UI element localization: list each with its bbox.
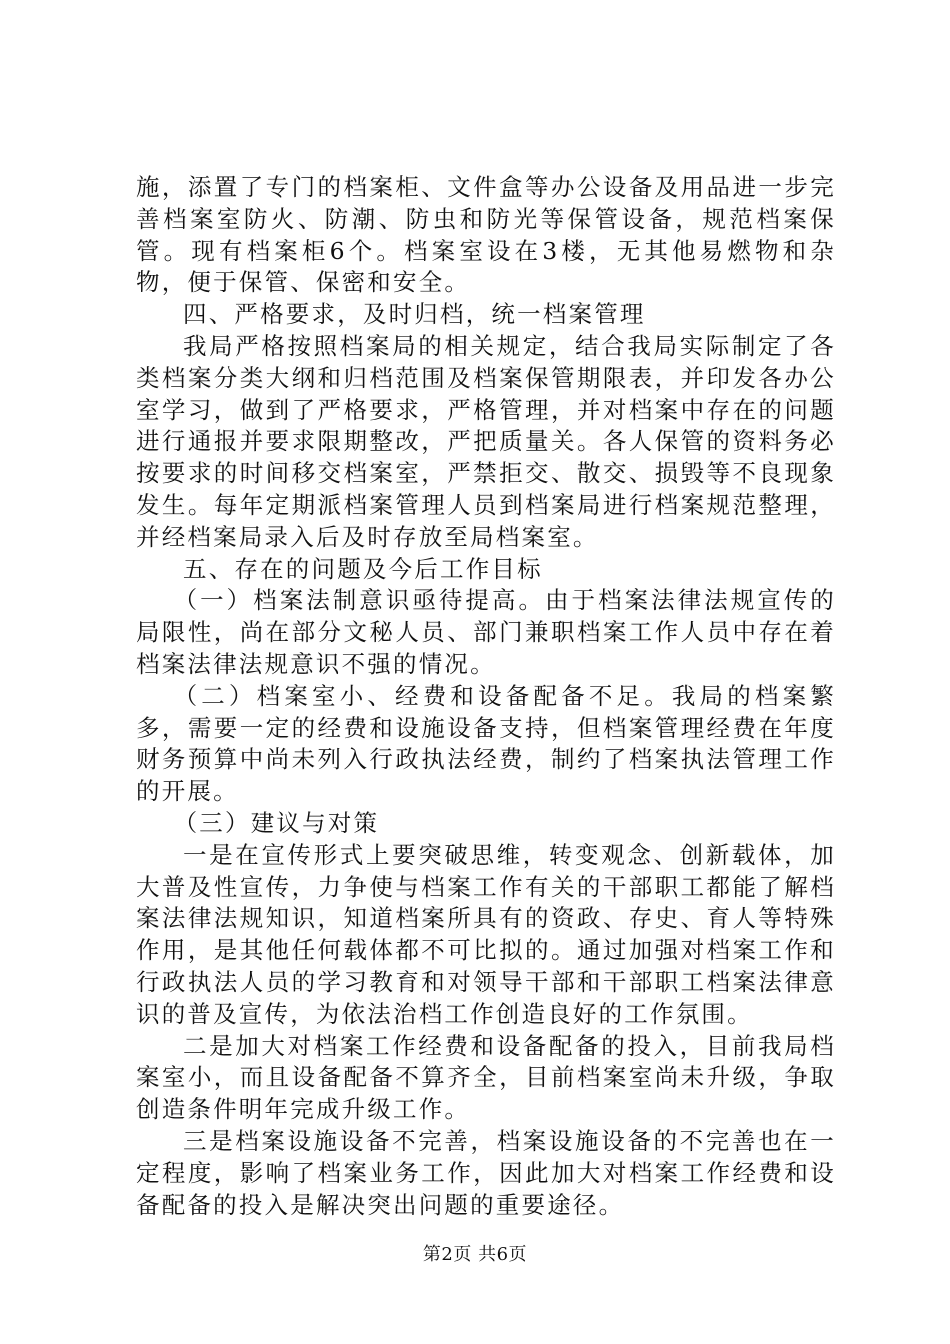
paragraph-archiving: 我局严格按照档案局的相关规定，结合我局实际制定了各类档案分类大纲和归档范围及档案保管期限表，并印发各办公室学习，做到了严格要求，严格管理，并对档案中存在的问题进行通报并要求限期整改，严把质量关。各人保管的资料务必按要求的时间移交档案室，严禁拒交、散交、损毁等不良现象发生。每年定期派档案管理人员到档案局进行档案规范整理，并经档案局录入后及时存放至局档案室。 (136, 331, 836, 551)
section-heading-5: 五、存在的问题及今后工作目标 (183, 554, 543, 583)
paragraph-issue-2: （二）档案室小、经费和设备配备不足。我局的档案繁多，需要一定的经费和设施设备支持，但档案管理经费在年度财务预算中尚未列入行政执法经费，制约了档案执法管理工作的开展。 (136, 681, 836, 806)
paragraph-continuation: 施，添置了专门的档案柜、文件盒等办公设备及用品进一步完善档案室防火、防潮、防虫和防光等保管设备，规范档案保管。现有档案柜6个。档案室设在3楼，无其他易燃物和杂物，便于保管、保密和安全。 (136, 173, 836, 297)
paragraph-suggestion-2: 二是加大对档案工作经费和设备配备的投入，目前我局档案室小，而且设备配备不算齐全，目前档案室尚未升级，争取创造条件明年完成升级工作。 (136, 1031, 836, 1124)
document-body (136, 172, 836, 1221)
paragraph-issue-1: （一）档案法制意识亟待提高。由于档案法律法规宣传的局限性，尚在部分文秘人员、部门兼职档案工作人员中存在着档案法律法规意识不强的情况。 (136, 586, 836, 678)
section-heading-4: 四、严格要求，及时归档，统一档案管理 (183, 300, 646, 329)
paragraph-suggestion-3: 三是档案设施设备不完善，档案设施设备的不完善也在一定程度，影响了档案业务工作，因此加大对档案工作经费和设备配备的投入是解决突出问题的重要途径。 (136, 1126, 836, 1219)
subheading-suggestions: （三）建议与对策 (173, 808, 380, 837)
page-number-footer: 第2页 共6页 (422, 1244, 528, 1265)
paragraph-suggestion-1: 一是在宣传形式上要突破思维，转变观念、创新载体，加大普及性宣传，力争使与档案工作有关的干部职工都能了解档案法律法规知识，知道档案所具有的资政、存史、育人等特殊作用，是其他任何载体都不可比拟的。通过加强对档案工作和行政执法人员的学习教育和对领导干部和干部职工档案法律意识的普及宣传，为依法治档工作创造良好的工作氛围。 (136, 840, 836, 1028)
